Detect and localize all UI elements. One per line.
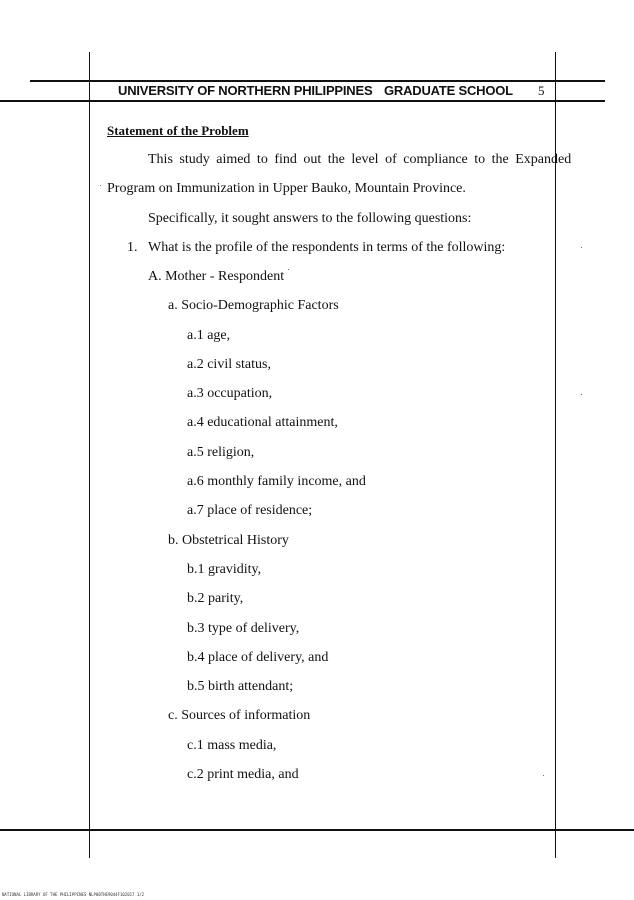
left-margin-rule: [89, 52, 90, 858]
scan-speck: [581, 247, 582, 248]
intro-sentence: Specifically, it sought answers to the following questions:: [148, 211, 472, 226]
page-header: [0, 83, 634, 101]
list-item: c.2 print media, and: [187, 767, 299, 782]
paragraph-line-1: This study aimed to find out the level of compliance to the Expanded: [148, 152, 572, 167]
list-item: c.1 mass media,: [187, 738, 277, 753]
list-item: b.4 place of delivery, and: [187, 650, 329, 665]
scan-speck: [100, 185, 101, 186]
list-item: a.3 occupation,: [187, 386, 273, 401]
list-item: b.3 type of delivery,: [187, 621, 300, 636]
list-item: a.4 educational attainment,: [187, 415, 338, 430]
list-item: a.7 place of residence;: [187, 503, 313, 518]
university-name: UNIVERSITY OF NORTHERN PHILIPPINES: [118, 83, 373, 98]
scan-footer-code: NATIONAL LIBRARY OF THE PHILIPPINES NLP00THE9044F102017 1/2: [2, 892, 145, 897]
list-item: a.6 monthly family income, and: [187, 474, 366, 489]
scan-speck: [288, 269, 289, 270]
group-a-heading: A. Mother - Respondent: [148, 269, 285, 284]
sub-b-heading: b. Obstetrical History: [168, 533, 289, 548]
school-name: GRADUATE SCHOOL: [384, 83, 513, 98]
sub-a-heading: a. Socio-Demographic Factors: [168, 298, 339, 313]
question-number: 1.: [127, 240, 138, 255]
header-top-rule: [30, 80, 605, 82]
list-item: a.5 religion,: [187, 445, 255, 460]
scan-speck: [581, 394, 582, 395]
sub-c-heading: c. Sources of information: [168, 708, 311, 723]
list-item: b.5 birth attendant;: [187, 679, 294, 694]
list-item: b.1 gravidity,: [187, 562, 262, 577]
right-margin-rule: [555, 52, 556, 858]
footer-rule: [0, 829, 634, 831]
list-item: a.1 age,: [187, 328, 231, 343]
list-item: b.2 parity,: [187, 591, 244, 606]
paragraph-line-2: Program on Immunization in Upper Bauko, Mountain Province.: [107, 181, 466, 196]
question-text: What is the profile of the respondents in terms of the following:: [148, 240, 506, 255]
page-number: 5: [538, 83, 545, 98]
section-title: Statement of the Problem: [107, 123, 249, 138]
list-item: a.2 civil status,: [187, 357, 271, 372]
scan-speck: [543, 775, 544, 776]
